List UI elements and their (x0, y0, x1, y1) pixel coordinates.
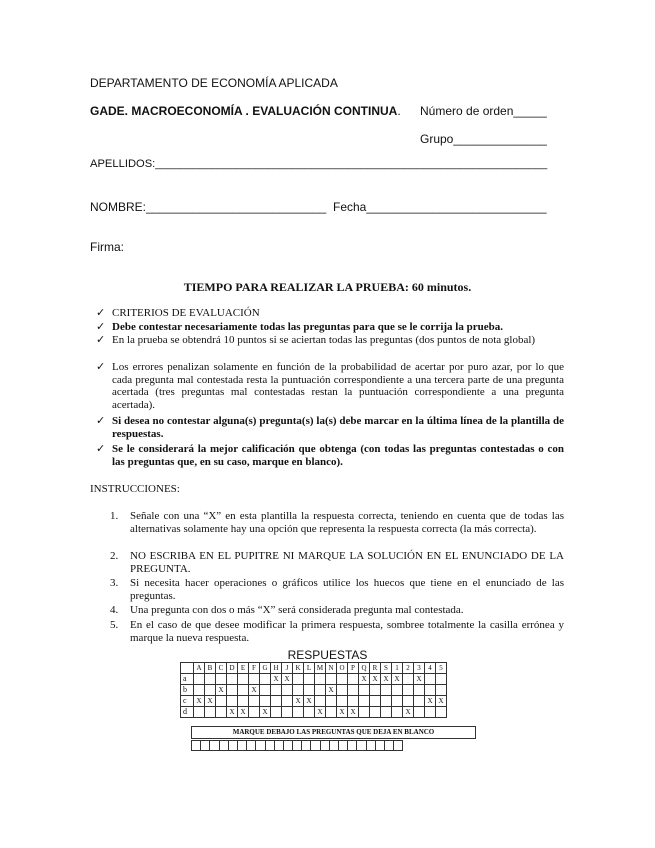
grid-row-label: d (181, 707, 194, 718)
grid-answer-cell[interactable]: X (304, 696, 315, 707)
criteria-item (96, 321, 564, 334)
grid-column-header: B (205, 663, 216, 674)
grid-answer-cell[interactable] (381, 707, 392, 718)
criteria-text: CRITERIOS DE EVALUACIÓN (112, 307, 260, 319)
grid-column-header: Q (359, 663, 370, 674)
instruction-text: Señale con una “X” en esta plantilla la respuesta correcta, teniendo en cuenta que de todas las alternativas solamente hay una opción que representa la respuesta correcta (la más correcta). (130, 510, 564, 535)
grid-answer-cell[interactable]: X (414, 674, 425, 685)
group-field[interactable]: Grupo______________ (420, 132, 547, 146)
grid-column-header: N (326, 663, 337, 674)
grid-answer-cell[interactable] (304, 674, 315, 685)
grid-answer-cell[interactable] (227, 696, 238, 707)
grid-answer-cell[interactable] (304, 685, 315, 696)
grid-answer-cell[interactable]: X (370, 674, 381, 685)
grid-answer-cell[interactable] (414, 685, 425, 696)
grid-column-header: R (370, 663, 381, 674)
grid-answer-cell[interactable] (359, 696, 370, 707)
criteria-item (96, 443, 564, 468)
grid-answer-cell[interactable] (326, 674, 337, 685)
instruction-item (110, 577, 564, 602)
grid-answer-cell[interactable]: X (359, 674, 370, 685)
criteria-item (96, 307, 564, 320)
grid-answer-cell[interactable] (238, 696, 249, 707)
instruction-item (110, 619, 564, 644)
grid-answer-cell[interactable] (326, 707, 337, 718)
grid-answer-cell[interactable] (271, 685, 282, 696)
grid-column-header: K (293, 663, 304, 674)
grid-answer-cell[interactable] (249, 674, 260, 685)
grid-answer-cell[interactable] (359, 685, 370, 696)
grid-answer-cell[interactable] (392, 696, 403, 707)
grid-answer-cell[interactable]: X (271, 674, 282, 685)
criteria-text: Debe contestar necesariamente todas las preguntas para que se le corrija la prueba. (112, 321, 503, 333)
course-title: GADE. MACROECONOMÍA . EVALUACIÓN CONTINUA (90, 104, 398, 118)
grid-answer-cell[interactable] (403, 685, 414, 696)
grid-answer-cell[interactable] (425, 674, 436, 685)
grid-answer-cell[interactable]: X (260, 707, 271, 718)
grid-answer-cell[interactable] (238, 685, 249, 696)
instruction-item (110, 510, 564, 535)
answer-grid[interactable] (180, 662, 447, 718)
grid-answer-cell[interactable] (436, 707, 447, 718)
grid-answer-cell[interactable] (337, 696, 348, 707)
grid-column-header: 3 (414, 663, 425, 674)
grid-column-header: G (260, 663, 271, 674)
grid-answer-cell[interactable] (293, 674, 304, 685)
instruction-number: 5. (110, 619, 119, 631)
grid-answer-cell[interactable] (359, 707, 370, 718)
criteria-text: Los errores penalizan solamente en función de la probabilidad de acertar por puro azar, por lo que cada pregunta mal contestada resta la puntuación correspondiente a una tercera parte de una pregunta acertada (tres preguntas mal contestadas restan la puntuación correspondiente a una pregunta acertada). (112, 361, 564, 411)
grid-answer-cell[interactable] (370, 707, 381, 718)
surnames-field[interactable]: APELLIDOS:_______________________________________________________________ (90, 158, 548, 170)
date-field[interactable]: Fecha___________________________ (333, 200, 547, 214)
grid-answer-cell[interactable] (216, 674, 227, 685)
criteria-item (96, 361, 564, 411)
grid-answer-cell[interactable]: X (293, 696, 304, 707)
responses-title: RESPUESTAS (287, 648, 368, 662)
grid-answer-cell[interactable]: X (282, 674, 293, 685)
grid-row (181, 685, 447, 696)
grid-answer-cell[interactable] (194, 685, 205, 696)
grid-answer-cell[interactable] (205, 674, 216, 685)
grid-answer-cell[interactable] (304, 707, 315, 718)
grid-answer-cell[interactable] (249, 696, 260, 707)
blank-questions-row[interactable] (191, 738, 474, 749)
grid-answer-cell[interactable]: X (392, 674, 403, 685)
check-icon: ✓ (96, 443, 106, 455)
grid-column-header: M (315, 663, 326, 674)
grid-answer-cell[interactable] (370, 696, 381, 707)
instruction-item (110, 550, 564, 575)
grid-header-row (181, 663, 447, 674)
grid-column-header: 4 (425, 663, 436, 674)
grid-answer-cell[interactable] (271, 696, 282, 707)
criteria-text: Se le considerará la mejor calificación que obtenga (con todas las preguntas contestadas o con las preguntas que, en su caso, marque en blanco). (112, 443, 564, 468)
grid-answer-cell[interactable] (293, 707, 304, 718)
grid-answer-cell[interactable] (205, 685, 216, 696)
grid-answer-cell[interactable] (282, 685, 293, 696)
grid-answer-cell[interactable] (238, 674, 249, 685)
grid-answer-cell[interactable] (381, 685, 392, 696)
check-icon: ✓ (96, 334, 106, 346)
grid-column-header: 1 (392, 663, 403, 674)
grid-answer-cell[interactable] (315, 696, 326, 707)
grid-answer-cell[interactable]: X (227, 707, 238, 718)
instruction-item (110, 604, 564, 617)
grid-column-header: P (348, 663, 359, 674)
grid-answer-cell[interactable]: X (238, 707, 249, 718)
grid-row (181, 674, 447, 685)
grid-answer-cell[interactable] (205, 707, 216, 718)
grid-answer-cell[interactable] (337, 674, 348, 685)
criteria-text: Si desea no contestar alguna(s) pregunta(s) la(s) debe marcar en la última línea de la plantilla de respuestas. (112, 415, 564, 440)
grid-answer-cell[interactable]: X (216, 685, 227, 696)
grid-column-header: D (227, 663, 238, 674)
grid-row-label: a (181, 674, 194, 685)
grid-answer-cell[interactable] (260, 674, 271, 685)
grid-column-header: 2 (403, 663, 414, 674)
grid-answer-cell[interactable]: X (205, 696, 216, 707)
criteria-item (96, 415, 564, 440)
grid-column-header: A (194, 663, 205, 674)
grid-answer-cell[interactable] (370, 685, 381, 696)
grid-answer-cell[interactable] (414, 696, 425, 707)
grid-answer-cell[interactable] (260, 685, 271, 696)
grid-answer-cell[interactable] (381, 696, 392, 707)
course-dot: . (397, 104, 401, 118)
grid-answer-cell[interactable]: X (326, 685, 337, 696)
instruction-number: 2. (110, 550, 119, 562)
grid-answer-cell[interactable] (194, 674, 205, 685)
grid-column-header: H (271, 663, 282, 674)
grid-column-header: S (381, 663, 392, 674)
signature-field[interactable]: Firma: (90, 240, 124, 254)
instruction-number: 3. (110, 577, 119, 589)
grid-answer-cell[interactable] (315, 685, 326, 696)
grid-column-header: 5 (436, 663, 447, 674)
blank-questions-label: MARQUE DEBAJO LAS PREGUNTAS QUE DEJA EN BLANCO (191, 726, 476, 739)
grid-answer-cell[interactable]: X (348, 707, 359, 718)
grid-answer-cell[interactable] (425, 707, 436, 718)
instruction-text: NO ESCRIBA EN EL PUPITRE NI MARQUE LA SOLUCIÓN EN EL ENUNCIADO DE LA PREGUNTA. (130, 550, 564, 575)
grid-column-header: E (238, 663, 249, 674)
instructions-title: INSTRUCCIONES: (90, 483, 180, 495)
time-title: TIEMPO PARA REALIZAR LA PRUEBA: 60 minutos. (183, 280, 472, 294)
grid-answer-cell[interactable] (436, 685, 447, 696)
grid-answer-cell[interactable]: X (436, 696, 447, 707)
instruction-number: 1. (110, 510, 119, 522)
grid-answer-cell[interactable]: X (194, 696, 205, 707)
grid-row-label: b (181, 685, 194, 696)
grid-answer-cell[interactable] (282, 696, 293, 707)
grid-answer-cell[interactable] (348, 674, 359, 685)
grid-answer-cell[interactable] (260, 696, 271, 707)
grid-row (181, 707, 447, 718)
blank-question-cell[interactable] (393, 740, 403, 751)
grid-answer-cell[interactable] (216, 696, 227, 707)
grid-answer-cell[interactable] (425, 685, 436, 696)
grid-answer-cell[interactable] (392, 707, 403, 718)
instruction-text: En el caso de que desee modificar la primera respuesta, sombree totalmente la casilla errónea y marque la nueva respuesta. (130, 619, 564, 644)
grid-answer-cell[interactable]: X (315, 707, 326, 718)
grid-column-header: C (216, 663, 227, 674)
grid-answer-cell[interactable]: X (249, 685, 260, 696)
grid-answer-cell[interactable] (436, 674, 447, 685)
grid-column-header: O (337, 663, 348, 674)
grid-answer-cell[interactable]: X (337, 707, 348, 718)
order-number-field[interactable]: Número de orden_____ (420, 104, 547, 118)
grid-answer-cell[interactable] (414, 707, 425, 718)
grid-answer-cell[interactable] (227, 685, 238, 696)
grid-answer-cell[interactable]: X (403, 707, 414, 718)
grid-answer-cell[interactable] (337, 685, 348, 696)
grid-answer-cell[interactable] (326, 696, 337, 707)
grid-answer-cell[interactable] (348, 696, 359, 707)
grid-corner (181, 663, 194, 674)
grid-answer-cell[interactable] (403, 696, 414, 707)
grid-answer-cell[interactable] (282, 707, 293, 718)
instruction-text: Una pregunta con dos o más “X” será considerada pregunta mal contestada. (130, 604, 464, 616)
grid-answer-cell[interactable] (348, 685, 359, 696)
grid-column-header: J (282, 663, 293, 674)
instruction-number: 4. (110, 604, 119, 616)
check-icon: ✓ (96, 361, 106, 373)
grid-answer-cell[interactable]: X (381, 674, 392, 685)
instruction-text: Si necesita hacer operaciones o gráficos utilice los huecos que tiene en el enunciado de las preguntas. (130, 577, 564, 602)
grid-answer-cell[interactable] (293, 685, 304, 696)
course-line (90, 104, 401, 118)
grid-answer-cell[interactable]: X (425, 696, 436, 707)
grid-row (181, 696, 447, 707)
grid-answer-cell[interactable] (392, 685, 403, 696)
grid-answer-cell[interactable] (271, 707, 282, 718)
check-icon: ✓ (96, 321, 106, 333)
check-icon: ✓ (96, 415, 106, 427)
criteria-item (96, 334, 564, 347)
grid-column-header: L (304, 663, 315, 674)
grid-answer-cell[interactable] (403, 674, 414, 685)
grid-column-header: F (249, 663, 260, 674)
grid-answer-cell[interactable] (249, 707, 260, 718)
criteria-text: En la prueba se obtendrá 10 puntos si se aciertan todas las preguntas (dos puntos de nota global) (112, 334, 536, 346)
grid-answer-cell[interactable] (227, 674, 238, 685)
name-field[interactable]: NOMBRE:___________________________ (90, 200, 327, 214)
check-icon: ✓ (96, 307, 106, 319)
grid-answer-cell[interactable] (194, 707, 205, 718)
grid-row-label: c (181, 696, 194, 707)
grid-answer-cell[interactable] (315, 674, 326, 685)
department-line: DEPARTAMENTO DE ECONOMÍA APLICADA (90, 76, 338, 90)
grid-answer-cell[interactable] (216, 707, 227, 718)
